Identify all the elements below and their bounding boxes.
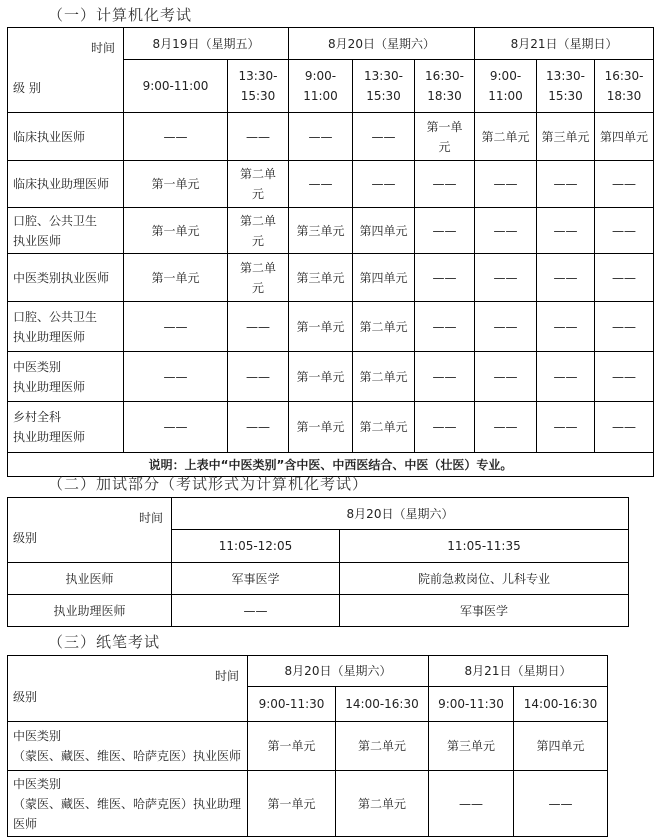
- unit-cell: ——: [429, 771, 514, 837]
- table-row: [8, 563, 629, 595]
- unit-cell: ——: [415, 161, 475, 208]
- time-slot-header: 14:00-16:30: [514, 687, 608, 722]
- unit-cell: ——: [415, 352, 475, 402]
- unit-cell: ——: [595, 352, 654, 402]
- time-slot-header: 9:00-11:30: [248, 687, 336, 722]
- unit-cell: 第三单元: [537, 113, 595, 161]
- unit-cell: 第二单元: [336, 771, 429, 837]
- unit-cell: 第二单元: [353, 302, 415, 352]
- unit-cell: 第一单元: [289, 352, 353, 402]
- corner-time-label: 时间: [214, 669, 239, 683]
- unit-cell: ——: [353, 161, 415, 208]
- time-slot-header: 16:30- 18:30: [415, 60, 475, 113]
- unit-cell: 第一单元: [289, 302, 353, 352]
- unit-cell: ——: [124, 402, 228, 453]
- level-cell: 乡村全科 执业助理医师: [8, 402, 124, 453]
- day-header: 8月21日（星期日）: [429, 656, 608, 687]
- section-title-additional-exam: （二）加试部分（考试形式为计算机化考试）: [48, 475, 369, 493]
- unit-cell: 第二单元: [336, 722, 429, 771]
- corner-time-label: 时间: [138, 511, 163, 525]
- unit-cell: ——: [514, 771, 608, 837]
- level-cell: 临床执业医师: [8, 113, 124, 161]
- section-title-paper-exam: （三）纸笔考试: [48, 633, 161, 651]
- subject-cell: 军事医学: [172, 563, 340, 595]
- unit-cell: ——: [537, 254, 595, 302]
- table-row: [8, 595, 629, 627]
- unit-cell: ——: [228, 302, 289, 352]
- time-slot-header: 13:30- 15:30: [537, 60, 595, 113]
- time-slot-header: 11:05-12:05: [172, 530, 340, 563]
- level-cell: 中医类别执业医师: [8, 254, 124, 302]
- level-cell: 执业助理医师: [8, 595, 172, 627]
- unit-cell: 第四单元: [353, 208, 415, 254]
- time-slot-header: 9:00-11:30: [429, 687, 514, 722]
- table-row: [8, 161, 654, 208]
- table-row: [8, 722, 608, 771]
- unit-cell: 第三单元: [429, 722, 514, 771]
- table-row: [8, 302, 654, 352]
- unit-cell: 第一单 元: [415, 113, 475, 161]
- unit-cell: 第二单 元: [228, 208, 289, 254]
- unit-cell: 第四单元: [514, 722, 608, 771]
- unit-cell: 第一单元: [248, 771, 336, 837]
- unit-cell: ——: [595, 254, 654, 302]
- subject-cell: 军事医学: [340, 595, 629, 627]
- time-slot-header: 9:00- 11:00: [289, 60, 353, 113]
- unit-cell: ——: [228, 113, 289, 161]
- unit-cell: ——: [537, 302, 595, 352]
- table-row: [8, 113, 654, 161]
- corner-level-label: 级别: [13, 531, 38, 545]
- paper-exam-schedule-table: [7, 655, 608, 837]
- unit-cell: 第二单元: [475, 113, 537, 161]
- level-cell: 口腔、公共卫生 执业医师: [8, 208, 124, 254]
- additional-exam-schedule-table: [7, 497, 629, 627]
- day-header: 8月20日（星期六）: [289, 28, 475, 60]
- unit-cell: ——: [537, 208, 595, 254]
- unit-cell: ——: [415, 254, 475, 302]
- corner-time-label: 时间: [90, 41, 115, 55]
- table-corner-header: [8, 28, 124, 113]
- unit-cell: ——: [537, 402, 595, 453]
- day-header: 8月19日（星期五）: [124, 28, 289, 60]
- day-header: 8月20日（星期六）: [248, 656, 429, 687]
- time-slot-header: 13:30- 15:30: [228, 60, 289, 113]
- subject-cell: ——: [172, 595, 340, 627]
- unit-cell: ——: [289, 113, 353, 161]
- corner-level-label: 级别: [13, 690, 38, 704]
- time-slot-header: 9:00-11:00: [124, 60, 228, 113]
- table-row: [8, 254, 654, 302]
- time-slot-header: 13:30- 15:30: [353, 60, 415, 113]
- table-corner-header: [8, 656, 248, 722]
- unit-cell: 第二单元: [353, 352, 415, 402]
- time-slot-header: 16:30- 18:30: [595, 60, 654, 113]
- unit-cell: ——: [595, 161, 654, 208]
- unit-cell: 第二单 元: [228, 161, 289, 208]
- time-slot-header: 9:00- 11:00: [475, 60, 537, 113]
- computer-exam-schedule-table: [7, 27, 654, 477]
- unit-cell: ——: [415, 208, 475, 254]
- unit-cell: 第三单元: [289, 208, 353, 254]
- unit-cell: ——: [595, 402, 654, 453]
- time-slot-header: 11:05-11:35: [340, 530, 629, 563]
- unit-cell: ——: [415, 402, 475, 453]
- unit-cell: 第一单元: [124, 161, 228, 208]
- unit-cell: ——: [353, 113, 415, 161]
- unit-cell: ——: [228, 352, 289, 402]
- day-header: 8月21日（星期日）: [475, 28, 654, 60]
- unit-cell: 第四单元: [595, 113, 654, 161]
- table-row: [8, 402, 654, 453]
- unit-cell: 第一单元: [124, 208, 228, 254]
- unit-cell: ——: [475, 402, 537, 453]
- unit-cell: ——: [475, 208, 537, 254]
- unit-cell: ——: [595, 302, 654, 352]
- unit-cell: ——: [289, 161, 353, 208]
- unit-cell: ——: [537, 161, 595, 208]
- section-title-computer-exam: （一）计算机化考试: [48, 6, 193, 24]
- level-cell: 执业医师: [8, 563, 172, 595]
- unit-cell: ——: [475, 254, 537, 302]
- unit-cell: ——: [595, 208, 654, 254]
- unit-cell: ——: [124, 113, 228, 161]
- unit-cell: ——: [475, 352, 537, 402]
- unit-cell: ——: [537, 352, 595, 402]
- unit-cell: 第二单元: [353, 402, 415, 453]
- unit-cell: ——: [124, 302, 228, 352]
- unit-cell: 第三单元: [289, 254, 353, 302]
- table-row: [8, 208, 654, 254]
- unit-cell: ——: [124, 352, 228, 402]
- unit-cell: 第四单元: [353, 254, 415, 302]
- day-header: 8月20日（星期六）: [172, 498, 629, 530]
- unit-cell: ——: [475, 161, 537, 208]
- unit-cell: 第二单 元: [228, 254, 289, 302]
- level-cell: 临床执业助理医师: [8, 161, 124, 208]
- subject-cell: 院前急救岗位、儿科专业: [340, 563, 629, 595]
- unit-cell: ——: [475, 302, 537, 352]
- table-row: [8, 771, 608, 837]
- unit-cell: ——: [415, 302, 475, 352]
- unit-cell: 第一单元: [248, 722, 336, 771]
- level-cell: 中医类别 （蒙医、藏医、维医、哈萨克医）执业助理 医师: [8, 771, 248, 837]
- time-slot-header: 14:00-16:30: [336, 687, 429, 722]
- table-corner-header: [8, 498, 172, 563]
- level-cell: 口腔、公共卫生 执业助理医师: [8, 302, 124, 352]
- unit-cell: ——: [228, 402, 289, 453]
- unit-cell: 第一单元: [289, 402, 353, 453]
- unit-cell: 第一单元: [124, 254, 228, 302]
- corner-level-label: 级 别: [13, 81, 41, 95]
- table-note: 说明：上表中“中医类别”含中医、中西医结合、中医（壮医）专业。: [8, 453, 654, 477]
- table-row: [8, 352, 654, 402]
- level-cell: 中医类别 （蒙医、藏医、维医、哈萨克医）执业医师: [8, 722, 248, 771]
- level-cell: 中医类别 执业助理医师: [8, 352, 124, 402]
